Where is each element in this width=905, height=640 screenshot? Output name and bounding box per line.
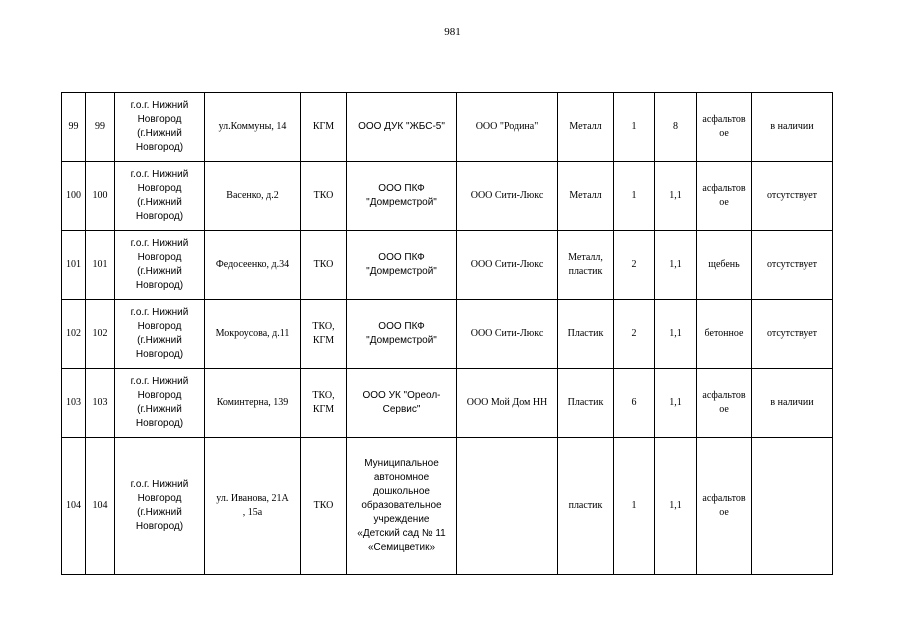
carrier-cell [457,369,558,438]
district-cell-text: г.о.г. Нижний Новгород (г.Нижний Новгород) [130,307,189,360]
address-cell [205,162,301,231]
district-cell-text: г.о.г. Нижний Новгород (г.Нижний Новгород) [130,169,189,222]
surface-type-cell [697,93,752,162]
container-count-cell-text: 1 [631,500,637,511]
container-volume-cell-text: 1,1 [669,500,682,511]
container-count-cell-text: 6 [631,397,637,408]
fence-status-cell [752,162,833,231]
district-cell-text: г.о.г. Нижний Новгород (г.Нижний Новгород) [130,376,189,429]
container-count-cell-text: 2 [631,259,637,270]
waste-type-cell [301,231,347,300]
surface-type-cell [697,438,752,575]
container-count-cell [614,93,655,162]
surface-type-cell-text: асфальтов ое [702,390,746,415]
fence-status-cell-text: в наличии [770,121,814,132]
container-sites-table [61,92,833,575]
row-number-cell [62,231,86,300]
table-row [62,438,833,575]
fence-status-cell-text: отсутствует [766,190,818,201]
container-material-cell-text: Пластик [567,397,604,408]
container-material-cell [558,162,614,231]
site-number-cell [86,93,115,162]
address-cell [205,300,301,369]
address-cell-text: Мокроусова, д.11 [215,328,290,339]
site-number-cell [86,438,115,575]
address-cell [205,438,301,575]
page-number: 981 [444,26,461,38]
waste-type-cell [301,162,347,231]
waste-type-cell [301,93,347,162]
carrier-cell-text: ООО Мой Дом НН [466,397,548,408]
container-material-cell [558,93,614,162]
carrier-cell [457,231,558,300]
owner-cell [347,438,457,575]
owner-cell-text: Муниципальное автономное дошкольное образовательное учреждение «Детский сад № 11 «Семицветик» [357,458,446,553]
container-volume-cell [655,93,697,162]
container-volume-cell [655,300,697,369]
district-cell [115,369,205,438]
address-cell-text: ул. Иванова, 21А , 15а [216,493,289,518]
waste-type-cell [301,300,347,369]
owner-cell [347,231,457,300]
address-cell [205,93,301,162]
fence-status-cell-text: отсутствует [766,259,818,270]
surface-type-cell [697,162,752,231]
owner-cell [347,300,457,369]
container-count-cell [614,438,655,575]
carrier-cell-text: ООО Сити-Люкс [470,328,544,339]
address-cell [205,231,301,300]
waste-type-cell-text: ТКО [313,259,334,270]
container-volume-cell [655,369,697,438]
district-cell [115,231,205,300]
container-material-cell-text: Металл, пластик [568,252,603,277]
container-count-cell-text: 2 [631,328,637,339]
owner-cell-text: ООО ПКФ "Домремстрой" [366,321,437,346]
container-count-cell [614,162,655,231]
row-number-cell-text: 101 [66,259,81,270]
table-body [62,93,833,575]
site-number-cell [86,162,115,231]
owner-cell-text: ООО ПКФ "Домремстрой" [366,252,437,277]
site-number-cell-text: 99 [95,121,105,132]
container-material-cell [558,231,614,300]
owner-cell [347,162,457,231]
container-volume-cell-text: 1,1 [669,259,682,270]
waste-type-cell-text: ТКО [313,500,334,511]
row-number-cell [62,369,86,438]
waste-type-cell [301,369,347,438]
container-volume-cell [655,438,697,575]
fence-status-cell [752,93,833,162]
waste-type-cell-text: ТКО [313,190,334,201]
site-number-cell-text: 100 [92,190,108,201]
container-volume-cell [655,231,697,300]
waste-type-cell-text: ТКО, КГМ [312,321,335,346]
surface-type-cell-text: асфальтов ое [702,114,746,139]
waste-type-cell-text: ТКО, КГМ [312,390,335,415]
container-volume-cell-text: 1,1 [669,397,682,408]
table-row [62,162,833,231]
container-count-cell [614,369,655,438]
container-material-cell-text: Пластик [567,328,604,339]
row-number-cell-text: 100 [66,190,81,201]
row-number-cell [62,93,86,162]
fence-status-cell-text: отсутствует [766,328,818,339]
owner-cell-text: ООО УК "Ореол- Сервис" [362,390,441,415]
district-cell-text: г.о.г. Нижний Новгород (г.Нижний Новгород) [130,238,189,291]
surface-type-cell [697,300,752,369]
carrier-cell-text: ООО Сити-Люкс [470,190,544,201]
surface-type-cell [697,231,752,300]
district-cell [115,93,205,162]
site-number-cell-text: 101 [92,259,108,270]
surface-type-cell-text: бетонное [704,328,744,339]
fence-status-cell [752,300,833,369]
row-number-cell-text: 104 [66,500,81,511]
container-count-cell-text: 1 [631,190,637,201]
carrier-cell-text: ООО "Родина" [475,121,539,132]
container-material-cell [558,438,614,575]
container-count-cell-text: 1 [631,121,637,132]
container-count-cell [614,231,655,300]
district-cell-text: г.о.г. Нижний Новгород (г.Нижний Новгород) [130,100,189,153]
surface-type-cell-text: асфальтов ое [702,183,746,208]
waste-type-cell [301,438,347,575]
surface-type-cell-text: щебень [708,259,740,270]
table-row [62,369,833,438]
container-material-cell-text: пластик [568,500,603,511]
site-number-cell [86,369,115,438]
owner-cell [347,369,457,438]
site-number-cell-text: 104 [92,500,108,511]
district-cell [115,438,205,575]
carrier-cell [457,300,558,369]
address-cell-text: Васенко, д.2 [226,190,279,201]
container-material-cell-text: Металл [569,121,602,132]
container-volume-cell [655,162,697,231]
row-number-cell [62,162,86,231]
row-number-cell [62,300,86,369]
district-cell-text: г.о.г. Нижний Новгород (г.Нижний Новгород) [130,479,189,532]
fence-status-cell-text: в наличии [770,397,814,408]
district-cell [115,300,205,369]
row-number-cell-text: 99 [68,121,79,132]
row-number-cell-text: 102 [66,328,81,339]
site-number-cell [86,300,115,369]
carrier-cell-text: ООО Сити-Люкс [470,259,544,270]
address-cell-text: ул.Коммуны, 14 [218,121,287,132]
table-row [62,93,833,162]
container-material-cell [558,300,614,369]
container-material-cell [558,369,614,438]
address-cell-text: Федосеенко, д.34 [215,259,290,270]
carrier-cell [457,438,558,575]
site-number-cell-text: 103 [92,397,108,408]
owner-cell-text: ООО ПКФ "Домремстрой" [366,183,437,208]
fence-status-cell [752,438,833,575]
address-cell-text: Коминтерна, 139 [216,397,289,408]
site-number-cell-text: 102 [92,328,108,339]
container-volume-cell-text: 1,1 [669,190,682,201]
carrier-cell [457,93,558,162]
owner-cell-text: ООО ДУК "ЖБС-5" [358,121,445,132]
container-volume-cell-text: 1,1 [669,328,682,339]
district-cell [115,162,205,231]
table-row [62,231,833,300]
carrier-cell [457,162,558,231]
address-cell [205,369,301,438]
container-count-cell [614,300,655,369]
fence-status-cell [752,231,833,300]
table-row [62,300,833,369]
surface-type-cell-text: асфальтов ое [702,493,746,518]
container-material-cell-text: Металл [569,190,602,201]
container-volume-cell-text: 8 [673,121,678,132]
row-number-cell-text: 103 [66,397,81,408]
owner-cell [347,93,457,162]
row-number-cell [62,438,86,575]
site-number-cell [86,231,115,300]
fence-status-cell [752,369,833,438]
surface-type-cell [697,369,752,438]
waste-type-cell-text: КГМ [312,121,335,132]
